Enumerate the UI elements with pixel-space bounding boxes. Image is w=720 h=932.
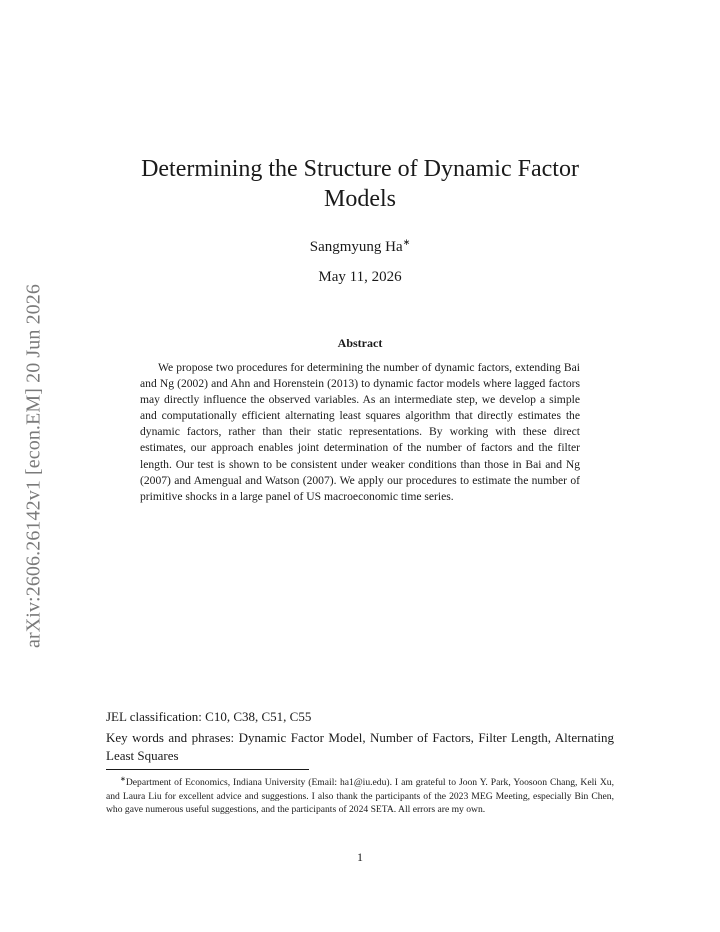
paper-title-line-2: Models <box>324 186 396 212</box>
paper-title-line-1: Determining the Structure of Dynamic Factor <box>141 156 579 182</box>
footnote-text: Department of Economics, Indiana University (Email: ha1@iu.edu). I am grateful to Joon Y. Park, Yoosoon Chang, Keli Xu, and Laura Liu for excellent advice and suggestions. I also thank the participants of the 2023 MEG Meeting, especially Bin Chen, who gave numerous useful suggestions, and the participants of 2024 SETA. All errors are my own. <box>106 777 614 815</box>
footnote-divider <box>106 769 309 770</box>
author-name: Sangmyung Ha <box>309 239 403 255</box>
abstract-heading: Abstract <box>337 336 383 350</box>
page-number: 1 <box>357 850 363 864</box>
arxiv-identifier-stamp: arXiv:2606.26142v1 [econ.EM] 20 Jun 2026 <box>22 284 45 648</box>
author-footnote <box>106 773 614 816</box>
footnote-mark: ∗ <box>120 775 126 783</box>
author <box>0 233 720 256</box>
abstract-body: We propose two procedures for determining the number of dynamic factors, extending Bai and Ng (2002) and Ahn and Horenstein (2013) to dynamic factor models where lagged factors may directly influence the observed variables. As an intermediate step, we develop a simple and computationally efficient alternating least squares algorithm that directly estimates the dynamic factors, rather than their static representations. By working with these direct estimates, our approach enables joint determination of the number of factors and the filter length. Our test is shown to be consistent under weaker conditions than those in Bai and Ng (2007) and Amengual and Watson (2007). We apply our procedures to estimate the number of primitive shocks in a large panel of US macroeconomic time series. <box>140 361 580 503</box>
jel-classification: JEL classification: C10, C38, C51, C55 <box>106 709 312 724</box>
author-footnote-mark[interactable]: ∗ <box>402 237 411 247</box>
keywords: Key words and phrases: Dynamic Factor Model, Number of Factors, Filter Length, Alternating Least Squares <box>106 730 614 763</box>
paper-date: May 11, 2026 <box>318 269 402 285</box>
paper-title <box>0 154 720 214</box>
